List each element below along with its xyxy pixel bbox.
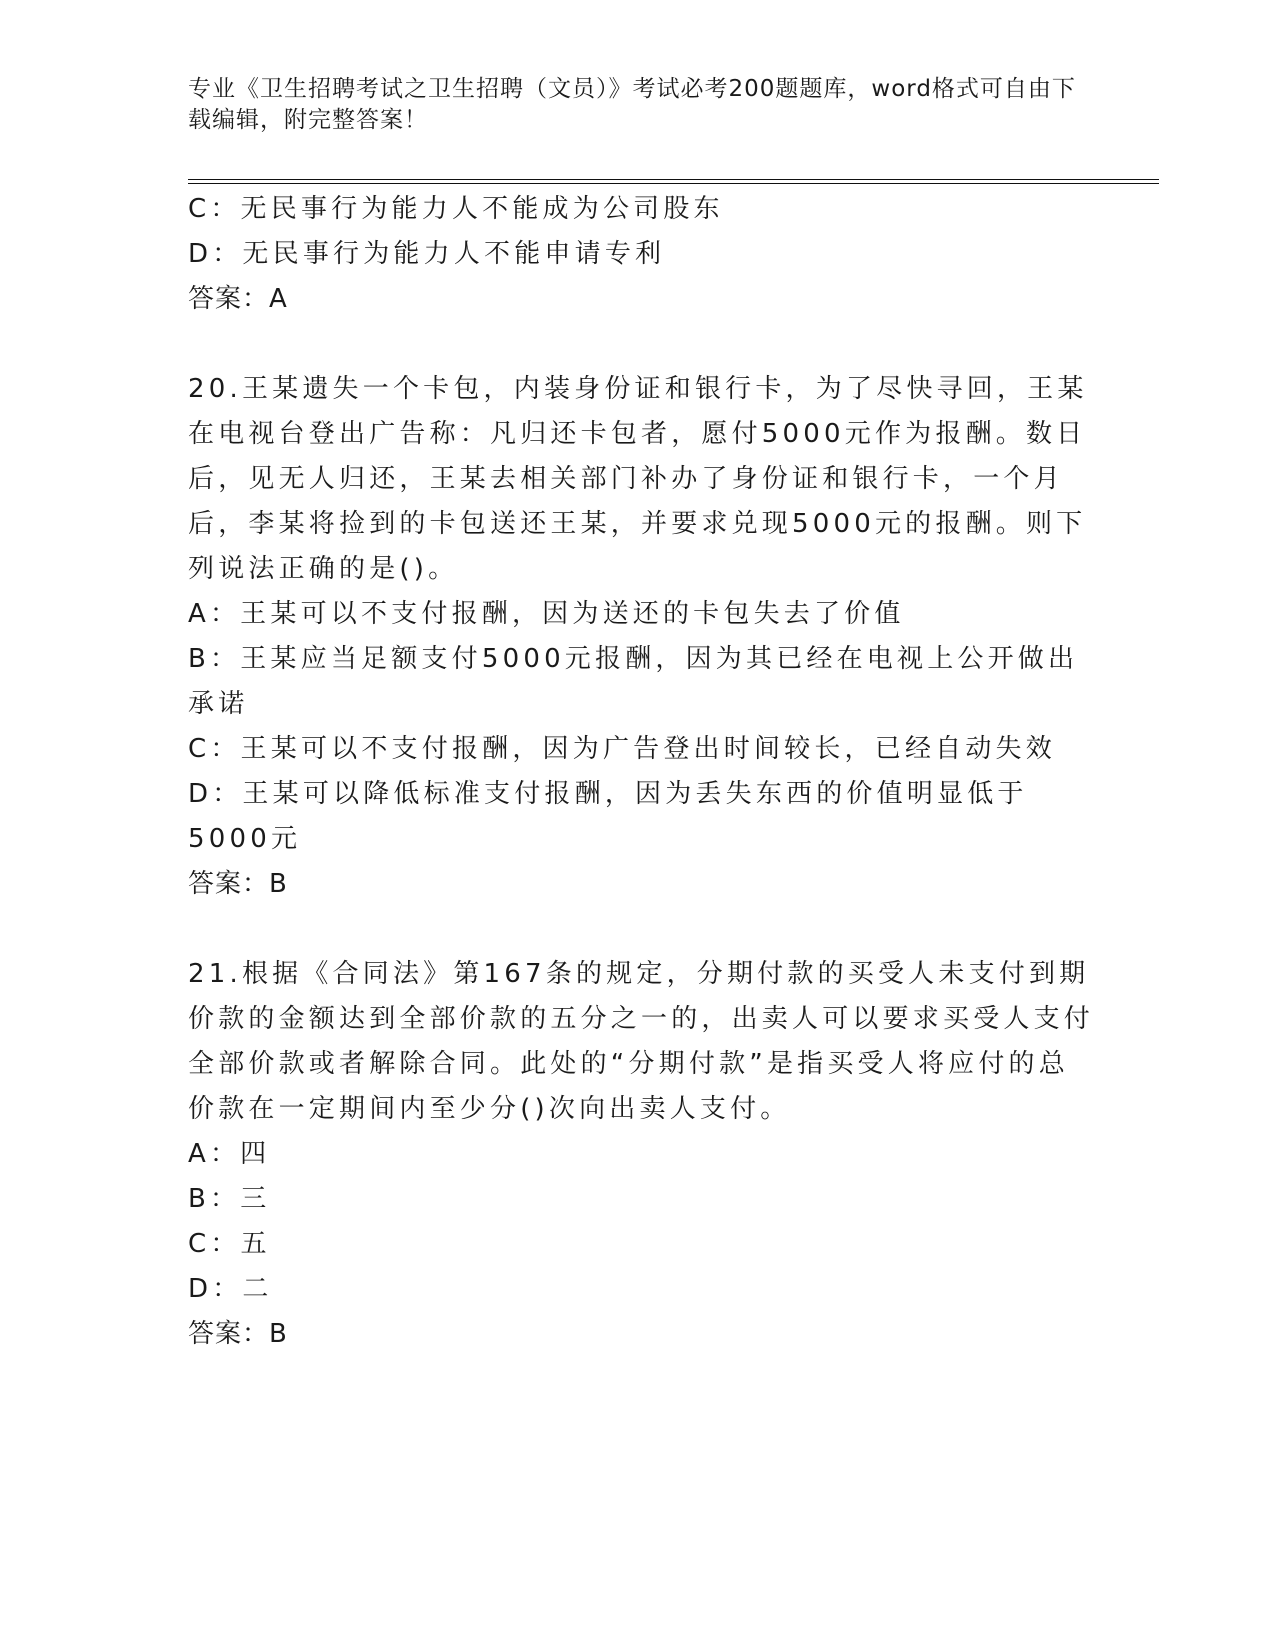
question-20 [188,367,1098,907]
question-21 [188,952,1098,1357]
option-a: A：四 [188,1139,271,1169]
answer-line: 答案：B [188,1319,288,1349]
header-divider-top [188,179,1159,180]
option-c: C：无民事行为能力人不能成为公司股东 [188,194,724,224]
answer-line: 答案：B [188,869,288,899]
option-c: C：王某可以不支付报酬，因为广告登出时间较长，已经自动失效 [188,734,1056,764]
header-divider-bottom [188,183,1159,184]
option-b: B：三 [188,1184,271,1214]
document-header: 专业《卫生招聘考试之卫生招聘（文员）》考试必考200题题库，word格式可自由下载编辑，附完整答案！ [188,76,1076,133]
question-content [188,187,1098,1357]
spacer [188,907,1098,952]
option-d: D：无民事行为能力人不能申请专利 [188,239,666,269]
spacer [188,322,1098,367]
option-d: D：二 [188,1274,273,1304]
question-stem: 21.根据《合同法》第167条的规定，分期付款的买受人未支付到期价款的金额达到全部价款的五分之一的，出卖人可以要求买受人支付全部价款或者解除合同。此处的“分期付款”是指买受人将应付的总价款在一定期间内至少分()次向出卖人支付。 [188,959,1095,1124]
option-b: B：王某应当足额支付5000元报酬，因为其已经在电视上公开做出承诺 [188,644,1079,719]
option-a: A：王某可以不支付报酬，因为送还的卡包失去了价值 [188,599,905,629]
previous-question [188,187,1098,322]
option-d: D：王某可以降低标准支付报酬，因为丢失东西的价值明显低于5000元 [188,779,1028,854]
option-c: C：五 [188,1229,271,1259]
question-stem: 20.王某遗失一个卡包，内装身份证和银行卡，为了尽快寻回，王某在电视台登出广告称：凡归还卡包者，愿付5000元作为报酬。数日后，见无人归还，王某去相关部门补办了身份证和银行卡，一个月后，李某将捡到的卡包送还王某，并要求兑现5000元的报酬。则下列说法正确的是()。 [188,374,1088,584]
answer-line: 答案：A [188,284,288,314]
